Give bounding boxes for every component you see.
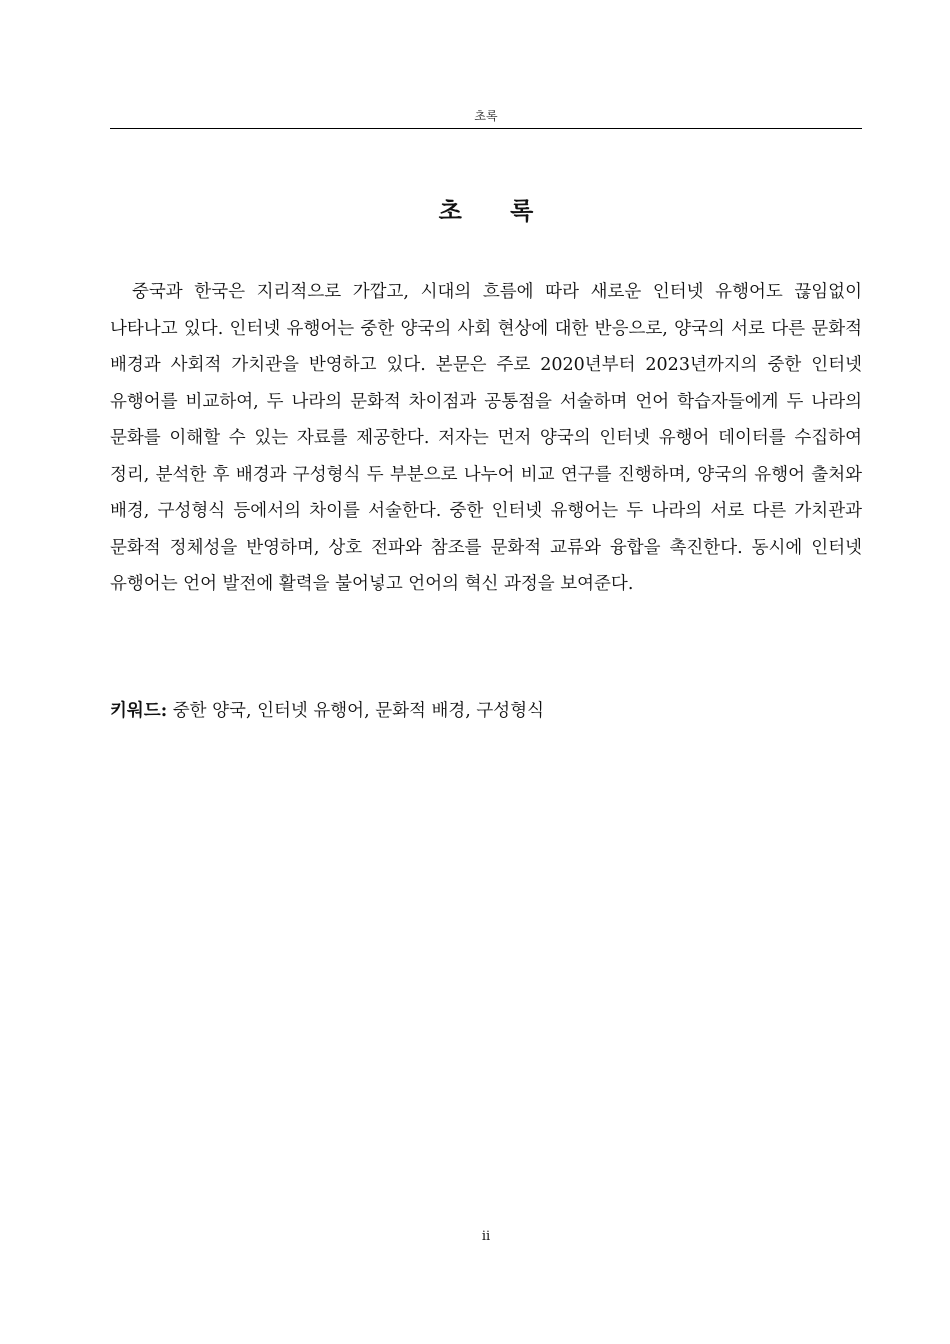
header-rule [110,128,862,129]
keywords-label: 키워드: [110,701,168,721]
keywords-line [110,696,862,726]
page-number: ii [481,1229,491,1244]
keywords-value: 중한 양국, 인터넷 유행어, 문화적 배경, 구성형식 [172,701,545,721]
page-title: 초 록 [438,196,554,225]
abstract-body: 중국과 한국은 지리적으로 가깝고, 시대의 흐름에 따라 새로운 인터넷 유행어도 끊임없이 나타나고 있다. 인터넷 유행어는 중한 양국의 사회 현상에 대한 반응으로, 양국의 서로 다른 문화적 배경과 사회적 가치관을 반영하고 있다. 본문은 주로 2020년부터 2023년까지의 중한 인터넷 유행어를 비교하여, 두 나라의 문화적 차이점과 공통점을 서술하며 언어 학습자들에게 두 나라의 문화를 이해할 수 있는 자료를 제공한다. 저자는 먼저 양국의 인터넷 유행어 데이터를 수집하여 정리, 분석한 후 배경과 구성형식 두 부분으로 나누어 비교 연구를 진행하며, 양국의 유행어 출처와 배경, 구성형식 등에서의 차이를 서술한다. 중한 인터넷 유행어는 두 나라의 서로 다른 가치관과 문화적 정체성을 반영하며, 상호 전파와 참조를 문화적 교류와 융합을 촉진한다. 동시에 인터넷 유행어는 언어 발전에 활력을 불어넣고 언어의 혁신 과정을 보여준다. [110,282,862,594]
running-header: 초록 [474,109,498,123]
